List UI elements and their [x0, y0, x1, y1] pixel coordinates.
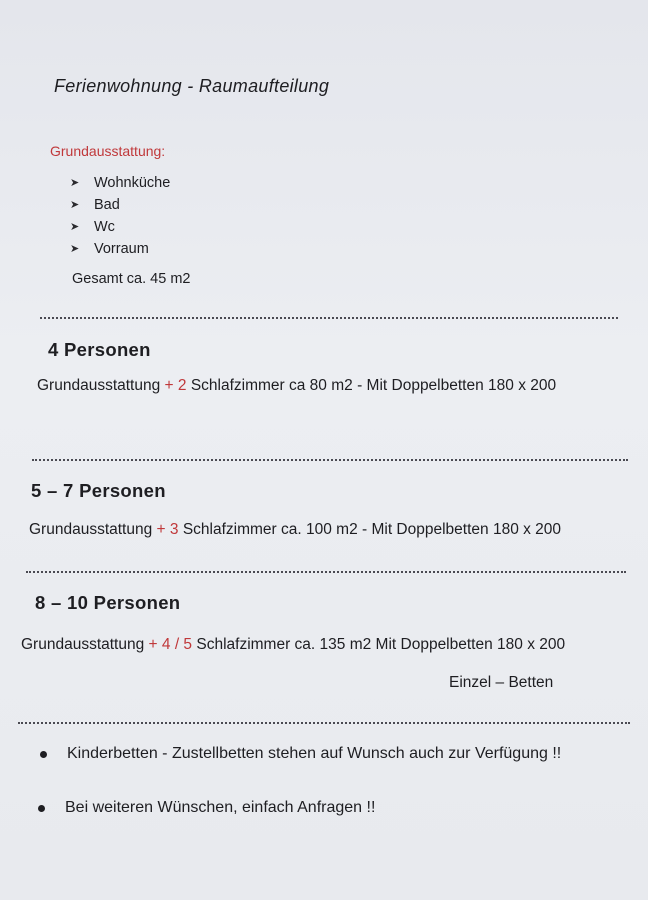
list-item [70, 172, 170, 194]
document-title: Ferienwohnung - Raumaufteilung [54, 76, 330, 96]
list-item [70, 238, 170, 260]
dotted-divider [18, 722, 630, 724]
arrow-bullet-icon: ➤ [70, 221, 80, 233]
arrow-bullet-icon: ➤ [70, 177, 80, 189]
note-item [40, 745, 561, 763]
base-equipment-heading: Grundausstattung: [50, 143, 166, 159]
option-prefix: Grundausstattung [29, 521, 157, 538]
arrow-bullet-icon: ➤ [70, 243, 80, 255]
dotted-divider [32, 459, 628, 461]
list-item-label: Wohnküche [94, 175, 171, 191]
arrow-bullet-icon: ➤ [70, 199, 80, 211]
bullet-dot-icon [38, 805, 45, 812]
option-suffix: Schlafzimmer ca. 100 m2 - Mit Doppelbetten 180 x 200 [178, 521, 562, 538]
list-item-label: Wc [94, 219, 115, 235]
option-heading-8-10-persons: 8 – 10 Personen [35, 592, 181, 613]
dotted-divider [40, 317, 618, 319]
option-prefix: Grundausstattung [37, 377, 165, 394]
option-suffix: Schlafzimmer ca 80 m2 - Mit Doppelbetten 180 x 200 [186, 377, 557, 394]
note-item [38, 799, 375, 817]
option-note-single-beds: Einzel – Betten [449, 674, 554, 691]
option-description-5-7-persons [29, 521, 561, 539]
note-text: Kinderbetten - Zustellbetten stehen auf Wunsch auch zur Verfügung !! [67, 745, 562, 762]
option-description-4-persons [37, 377, 556, 395]
list-item-label: Vorraum [94, 241, 149, 257]
dotted-divider [26, 571, 626, 573]
option-description-8-10-persons [21, 636, 565, 654]
option-extra-rooms: + 3 [156, 521, 179, 538]
list-item [70, 216, 170, 238]
option-suffix: Schlafzimmer ca. 135 m2 Mit Doppelbetten 180 x 200 [192, 636, 566, 653]
base-total-area: Gesamt ca. 45 m2 [72, 271, 191, 287]
option-heading-4-persons: 4 Personen [48, 339, 151, 360]
base-equipment-list [70, 172, 170, 260]
option-extra-rooms: + 2 [164, 377, 187, 394]
bullet-dot-icon [40, 751, 47, 758]
option-extra-rooms: + 4 / 5 [148, 636, 193, 653]
option-prefix: Grundausstattung [21, 636, 149, 653]
option-heading-5-7-persons: 5 – 7 Personen [31, 480, 166, 501]
list-item-label: Bad [94, 197, 120, 213]
note-text: Bei weiteren Wünschen, einfach Anfragen !! [65, 799, 376, 816]
list-item [70, 194, 170, 216]
